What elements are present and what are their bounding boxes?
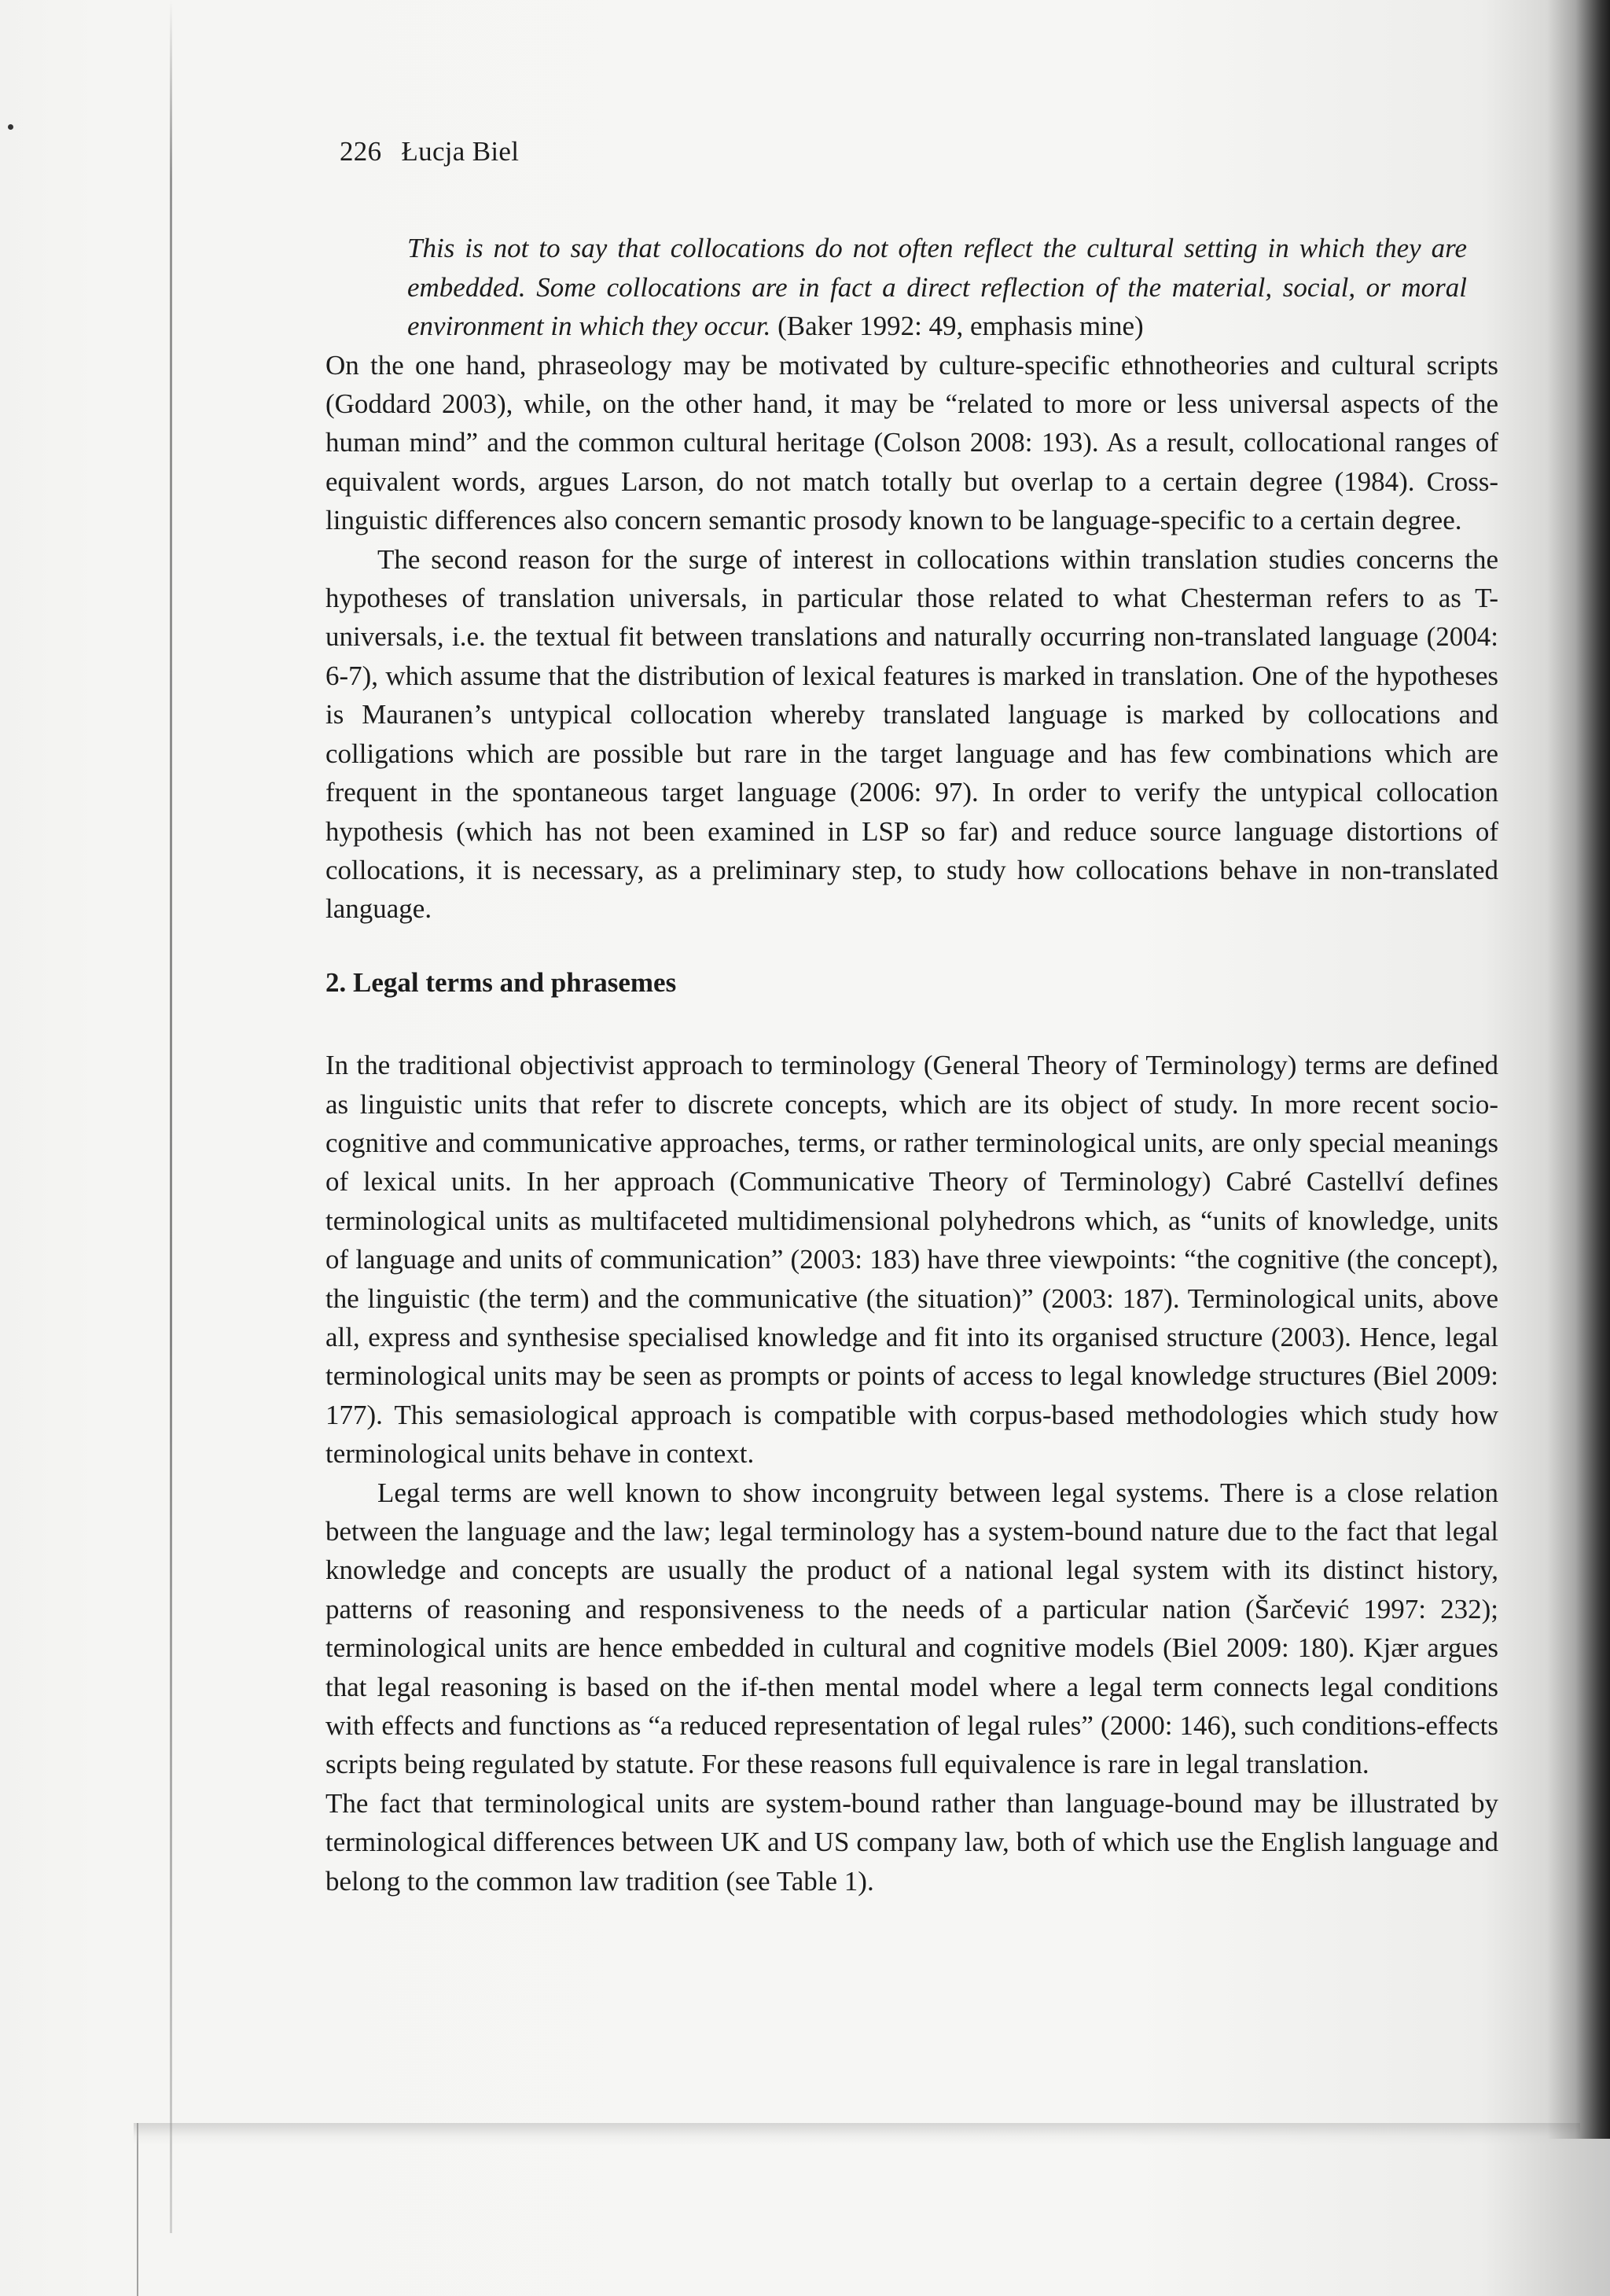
paragraph: On the one hand, phraseology may be motivated by culture-specific ethnotheories and cultural scripts (Goddard 2003), while, on the other hand, it may be “related to more or less universal aspects of the human mind” and the common cultural heritage (Colson 2008: 193). As a result, collocational ranges of equivalent words, argues Larson, do not match totally but overlap to a certain degree (1984). Cross-linguistic differences also concern semantic prosody known to be language-specific to a certain degree.: [325, 349, 1498, 536]
paragraph: The fact that terminological units are system-bound rather than language-bound may be illustrated by terminological differences between UK and US company law, both of which use the English language and belong to the common law tradition (see Table 1).: [325, 1787, 1498, 1897]
paragraph: Legal terms are well known to show incongruity between legal systems. There is a close relation between the language and the law; legal terminology has a system-bound nature due to the fact that legal knowledge and concepts are usually the product of a national legal system with its distinct history, patterns of reasoning and responsiveness to the needs of a particular nation (Šarčević 1997: 232); terminological units are hence embedded in cultural and cognitive models (Biel 2009: 180). Kjær argues that legal reasoning is based on the if-then mental model where a legal term connects legal conditions with effects and functions as “a reduced representation of legal rules” (2000: 146), such conditions-effects scripts being regulated by statute. For these reasons full equivalence is rare in legal translation.: [325, 1477, 1498, 1780]
block-quote: [407, 229, 1467, 345]
block-quote-citation: (Baker 1992: 49, emphasis mine): [770, 311, 1144, 342]
page-bottom-edge: [134, 2123, 1580, 2145]
running-head-author: Łucja Biel: [401, 136, 520, 167]
gutter-shadow-lower: [1547, 2139, 1610, 2296]
paragraph: The second reason for the surge of interest in collocations within translation studies concerns the hypotheses of translation universals, in particular those related to what Chesterman refers to as T-universals, i.e. the textual fit between translations and naturally occurring non-translated language (2004: 6-7), which assume that the distribution of lexical features is marked in translation. One of the hypotheses is Mauranen’s untypical collocation whereby translated language is marked by collocations and colligations which are possible but rare in the target language and has few combinations which are frequent in the spontaneous target language (2006: 97). In order to verify the untypical collocation hypothesis (which has not been examined in LSP so far) and reduce source language distortions of collocations, it is necessary, as a preliminary step, to study how collocations behave in non-translated language.: [325, 543, 1498, 925]
running-head: [340, 132, 1498, 171]
block-quote-text: This is not to say that collocations do not often reflect the cultural setting in which they are embedded. Some collocations are in fact a direct reflection of the material, social, or moral environment in which they occur.: [407, 233, 1467, 342]
page-number: 226: [340, 136, 382, 167]
section-heading: 2. Legal terms and phrasemes: [325, 966, 677, 998]
binding-shadow-line: [170, 0, 172, 2233]
page-content: [325, 132, 1498, 1900]
scan-speck: [8, 124, 13, 130]
gutter-shadow: [1547, 0, 1610, 2139]
binding-shadow-line-lower: [137, 2123, 138, 2296]
paragraph: In the traditional objectivist approach to terminology (General Theory of Terminology) terms are defined as linguistic units that refer to discrete concepts, which are its object of study. In more recent socio-cognitive and communicative approaches, terms, or rather terminological units, are only special meanings of lexical units. In her approach (Communicative Theory of Terminology) Cabré Castellví defines terminological units as multifaceted multidimensional polyhedrons which, as “units of knowledge, units of language and units of communication” (2003: 183) have three viewpoints: “the cognitive (the concept), the linguistic (the term) and the communicative (the situation)” (2003: 187). Terminological units, above all, express and synthesise specialised knowledge and fit into its organised structure (2003). Hence, legal terminological units may be seen as prompts or points of access to legal knowledge structures (Biel 2009: 177). This semasiological approach is compatible with corpus-based methodologies which study how terminological units behave in context.: [325, 1050, 1498, 1470]
